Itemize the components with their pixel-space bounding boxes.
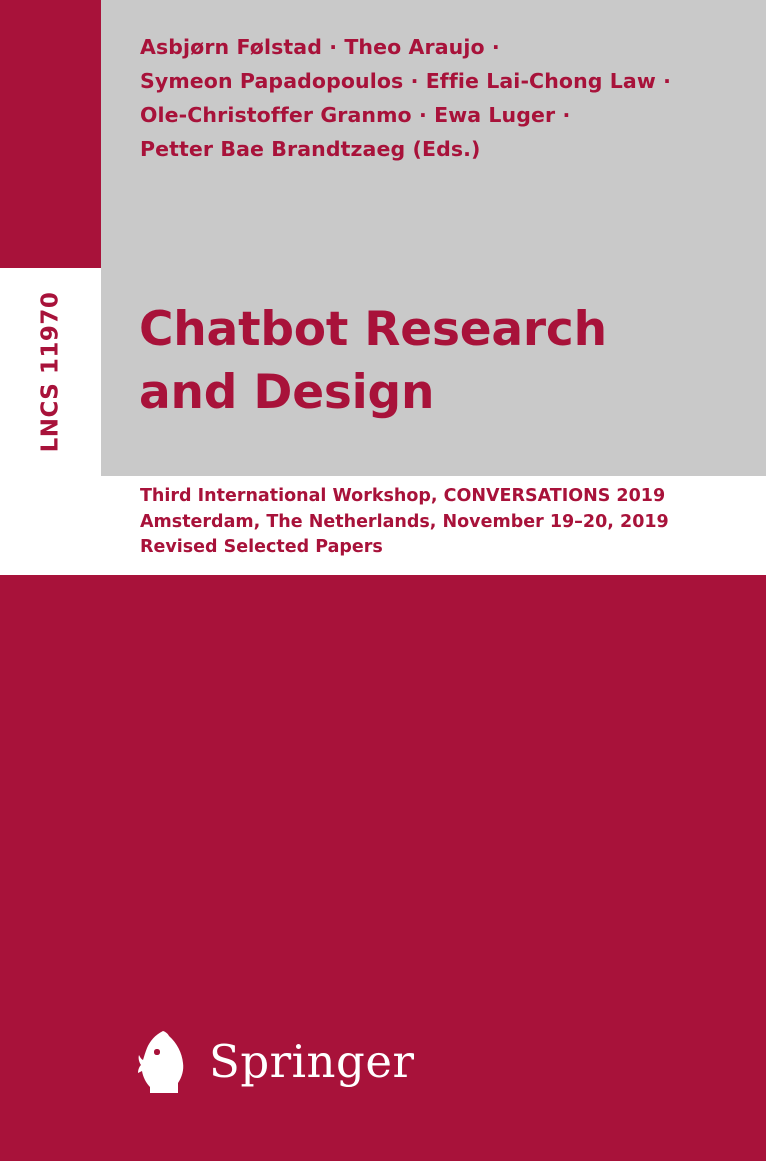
- editor-line: Petter Bae Brandtzaeg (Eds.): [140, 137, 481, 161]
- editor-line: Ole-Christoffer Granmo · Ewa Luger ·: [140, 103, 571, 127]
- editor-line: Symeon Papadopoulos · Effie Lai-Chong Law ·: [140, 69, 672, 93]
- page-title: [139, 298, 739, 424]
- publisher-name: Springer: [209, 1035, 415, 1088]
- editors-list: [140, 30, 740, 166]
- editor-line: Asbjørn Følstad · Theo Araujo ·: [140, 35, 500, 59]
- subtitle-line: Amsterdam, The Netherlands, November 19–20, 2019: [140, 511, 669, 532]
- title-line-2: and Design: [139, 365, 435, 420]
- subtitle-line: Third International Workshop, CONVERSATIONS 2019: [140, 486, 666, 506]
- series-label-text: LNCS 11970: [37, 291, 64, 453]
- subtitle-block: [140, 484, 750, 561]
- subtitle-line: Revised Selected Papers: [140, 537, 383, 557]
- publisher-logo: [133, 1024, 553, 1099]
- series-label: [0, 268, 101, 476]
- title-line-1: Chatbot Research: [139, 302, 607, 357]
- spine-red-block: [0, 0, 101, 268]
- springer-knight-icon: [133, 1029, 195, 1095]
